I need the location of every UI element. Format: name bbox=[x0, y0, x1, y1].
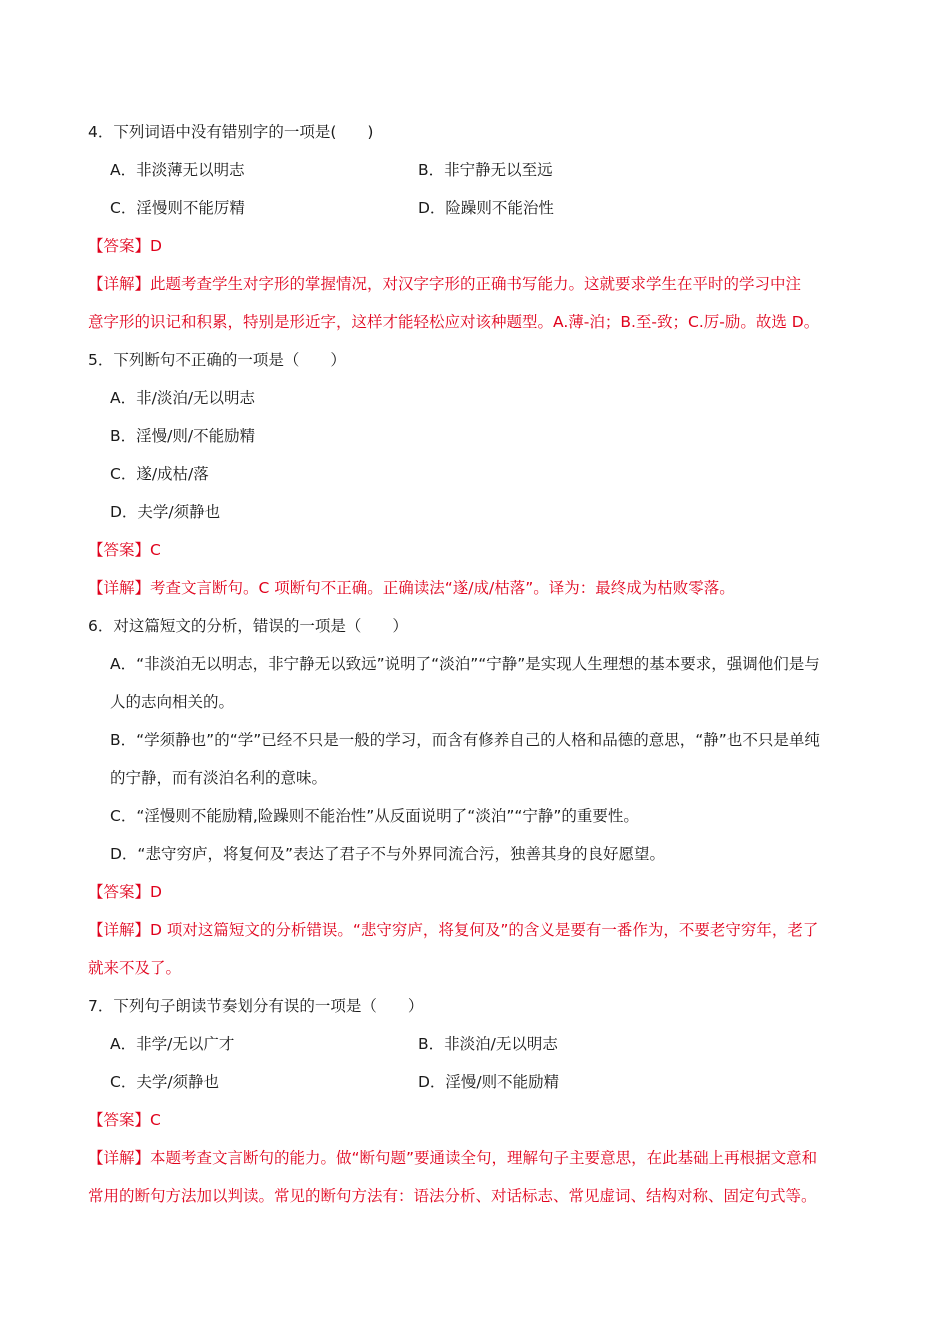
q7-option-b: B．非淡泊/无以明志 bbox=[418, 1035, 558, 1053]
q5-option-b: B．淫慢/则/不能励精 bbox=[110, 427, 256, 445]
q4-detail-line2: 意字形的识记和积累，特别是形近字，这样才能轻松应对该种题型。A.薄-泊；B.至-致；C.厉-励。故选 D。 bbox=[88, 313, 820, 331]
q6-option-d: D．“悲守穷庐，将复何及”表达了君子不与外界同流合污，独善其身的良好愿望。 bbox=[110, 845, 665, 863]
q6-detail-line1: 【详解】D 项对这篇短文的分析错误。“悲守穷庐，将复何及”的含义是要有一番作为，不要老守穷年，老了 bbox=[88, 921, 819, 939]
q7-answer: 【答案】C bbox=[88, 1111, 161, 1129]
q4-option-d: D．险躁则不能治性 bbox=[418, 199, 554, 217]
q5-detail-line1: 【详解】考查文言断句。C 项断句不正确。正确读法“遂/成/枯落”。译为：最终成为枯败零落。 bbox=[88, 579, 735, 597]
q4-stem: 4．下列词语中没有错别字的一项是( ) bbox=[88, 123, 374, 141]
q4-option-c: C．淫慢则不能厉精 bbox=[110, 199, 245, 217]
q6-option-b-line1: B．“学须静也”的“学”已经不只是一般的学习，而含有修养自己的人格和品德的意思，“静”也不只是单纯 bbox=[110, 731, 820, 749]
q7-option-a: A．非学/无以广才 bbox=[110, 1035, 235, 1053]
q7-option-d: D．淫慢/则不能励精 bbox=[418, 1073, 560, 1091]
q5-option-c: C．遂/成枯/落 bbox=[110, 465, 209, 483]
q5-stem: 5．下列断句不正确的一项是（ ） bbox=[88, 351, 346, 369]
q6-option-c: C．“淫慢则不能励精,险躁则不能治性”从反面说明了“淡泊”“宁静”的重要性。 bbox=[110, 807, 639, 825]
q4-answer: 【答案】D bbox=[88, 237, 162, 255]
q6-detail-line2: 就来不及了。 bbox=[88, 959, 182, 977]
q7-detail-line2: 常用的断句方法加以判读。常见的断句方法有：语法分析、对话标志、常见虚词、结构对称、固定句式等。 bbox=[88, 1187, 817, 1205]
q6-option-b-line2: 的宁静，而有淡泊名利的意味。 bbox=[110, 769, 328, 787]
q4-detail-line1: 【详解】此题考查学生对字形的掌握情况，对汉字字形的正确书写能力。这就要求学生在平时的学习中注 bbox=[88, 275, 802, 293]
q6-option-a-line1: A．“非淡泊无以明志，非宁静无以致远”说明了“淡泊”“宁静”是实现人生理想的基本要求，强调他们是与 bbox=[110, 655, 820, 673]
q6-option-a-line2: 人的志向相关的。 bbox=[110, 693, 235, 711]
q5-option-d: D．夫学/须静也 bbox=[110, 503, 221, 521]
q4-option-a: A．非淡薄无以明志 bbox=[110, 161, 245, 179]
q7-stem: 7．下列句子朗读节奏划分有误的一项是（ ） bbox=[88, 997, 424, 1015]
q7-detail-line1: 【详解】本题考查文言断句的能力。做“断句题”要通读全句，理解句子主要意思，在此基础上再根据文意和 bbox=[88, 1149, 818, 1167]
q5-option-a: A．非/淡泊/无以明志 bbox=[110, 389, 256, 407]
q6-answer: 【答案】D bbox=[88, 883, 162, 901]
q6-stem: 6．对这篇短文的分析，错误的一项是（ ） bbox=[88, 617, 408, 635]
q4-option-b: B．非宁静无以至远 bbox=[418, 161, 553, 179]
q5-answer: 【答案】C bbox=[88, 541, 161, 559]
q7-option-c: C．夫学/须静也 bbox=[110, 1073, 220, 1091]
